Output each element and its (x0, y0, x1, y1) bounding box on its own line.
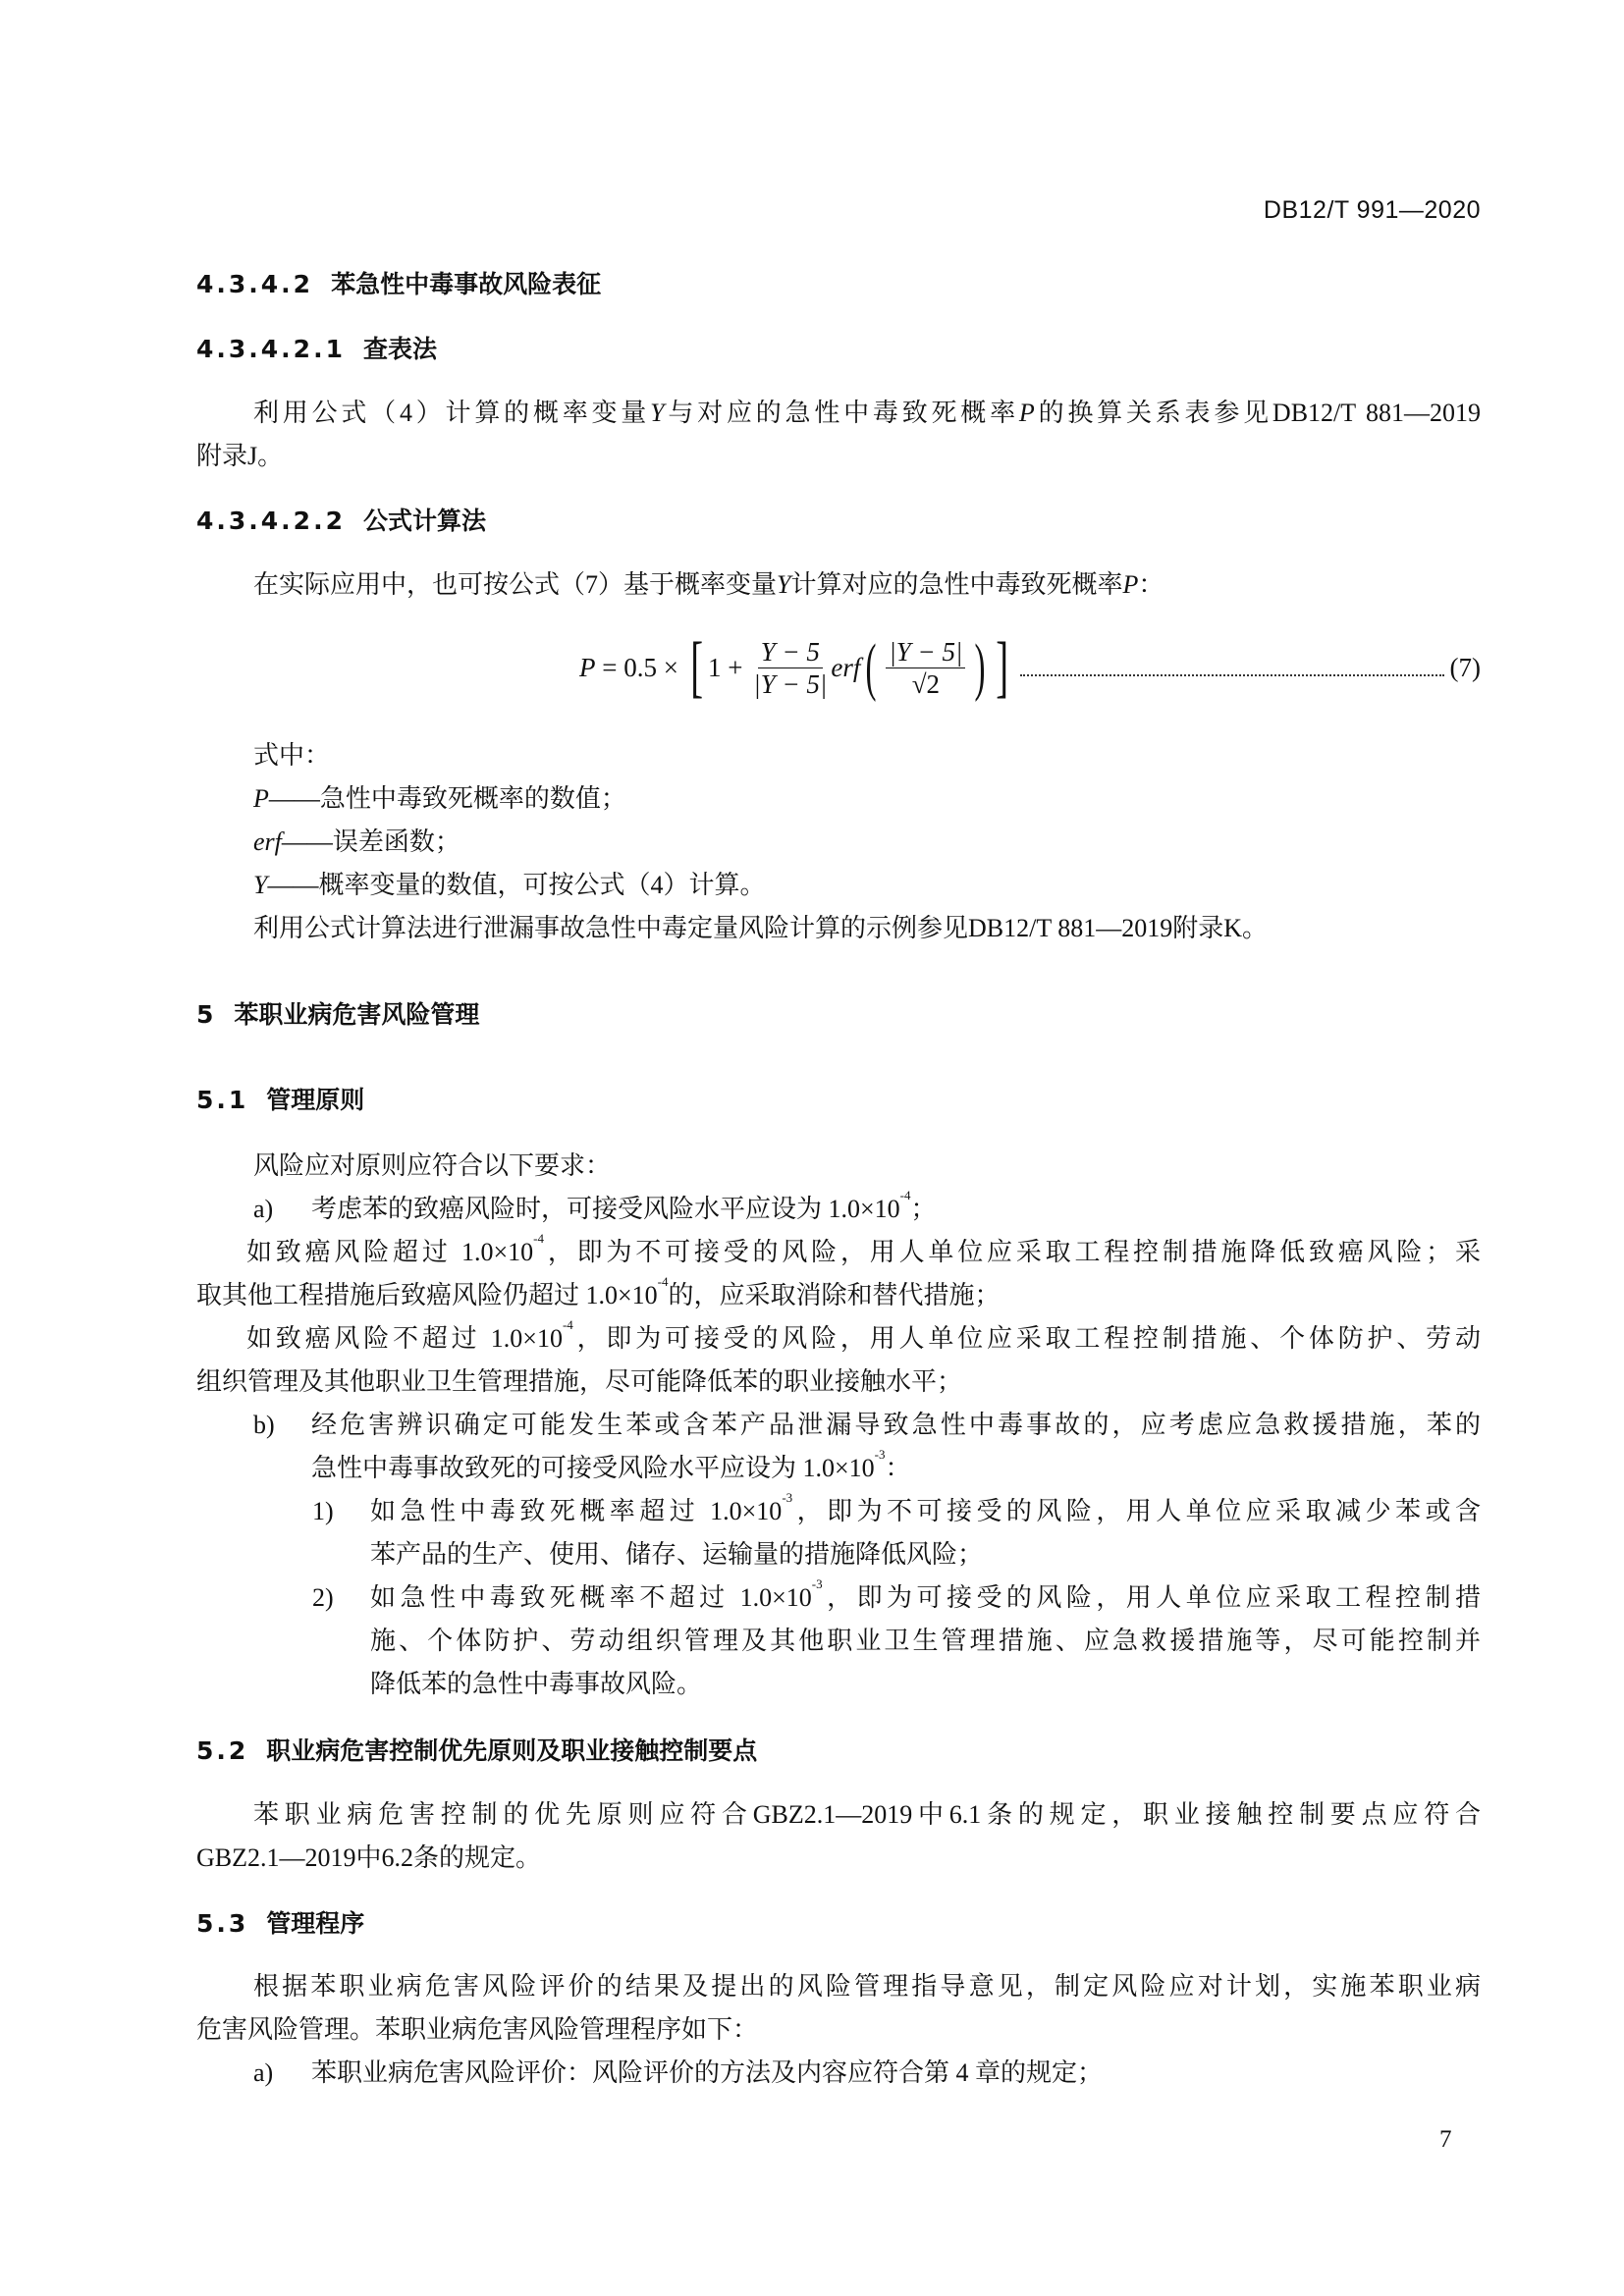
heading-5-2 (196, 1730, 1481, 1773)
definition-erf (196, 821, 1481, 864)
text: 考虑苯的致癌风险时，可接受风险水平应设为 1.0×10 (311, 1195, 900, 1223)
page-number: 7 (1439, 2126, 1452, 2153)
definition: ——概率变量的数值，可按公式（4）计算。 (267, 871, 766, 899)
page-content (196, 263, 1481, 2095)
paragraph-control-line1: 苯职业病危害控制的优先原则应符合GBZ2.1—2019中6.1条的规定，职业接触控制要点应符合 (253, 1800, 1481, 1829)
text: 的，应采取消除和替代措施； (668, 1281, 1001, 1309)
section-title: 苯职业病危害风险管理 (234, 1000, 480, 1029)
section-number: 4.3.4.2 (196, 270, 314, 298)
paragraph-lookup-line1 (196, 392, 1481, 435)
heading-4-3-4-2-1 (196, 328, 1481, 371)
text: 苯职业病危害风险评价：风险评价的方法及内容应符合第 4 章的规定； (311, 2058, 1104, 2087)
denominator: |Y − 5| (753, 668, 828, 699)
exponent: -3 (811, 1576, 823, 1591)
paragraph-example-ref: 利用公式计算法进行泄漏事故急性中毒定量风险计算的示例参见DB12/T 881—2019附录K。 (253, 914, 1269, 942)
exponent: -4 (533, 1231, 545, 1246)
text: 如急性中毒致死概率不超过 1.0×10 (370, 1583, 812, 1612)
fraction (886, 636, 965, 700)
list-item-b1-line1 (196, 1490, 1481, 1533)
list-item-b2-line1 (196, 1576, 1481, 1620)
text: 与对应的急性中毒致死概率 (664, 399, 1019, 427)
equation-body (579, 629, 1014, 705)
definition-p (196, 777, 1481, 821)
text: 在实际应用中，也可按公式（7）基于概率变量 (253, 570, 778, 599)
list-item-b-line1 (196, 1404, 1481, 1447)
exponent: -4 (657, 1274, 669, 1289)
variable: Y (650, 399, 665, 427)
text: 如致癌风险不超过 1.0×10 (246, 1324, 563, 1353)
heading-4-3-4-2 (196, 263, 1481, 306)
text: ： (1138, 570, 1164, 599)
list-item-procedure-a (196, 2052, 1481, 2095)
equation-op: = 0.5 × (595, 652, 685, 682)
text: ，即为不可接受的风险，用人单位应采取减少苯或含 (792, 1497, 1481, 1525)
text: 如急性中毒致死概率超过 1.0×10 (370, 1497, 783, 1525)
section-number: 4.3.4.2.2 (196, 507, 346, 535)
text: ，即为可接受的风险，用人单位应采取工程控制措 (822, 1583, 1481, 1612)
list-marker: 2) (312, 1583, 334, 1612)
numerator: |Y − 5| (886, 636, 965, 668)
numerator: Y − 5 (758, 636, 823, 668)
variable: Y (777, 570, 791, 599)
dot-leader (1020, 659, 1444, 676)
list-marker: b) (253, 1411, 275, 1439)
list-marker: 1) (312, 1497, 334, 1525)
list-item-b2-line2: 施、个体防护、劳动组织管理及其他职业卫生管理措施、应急救援措施等，尽可能控制并 (370, 1627, 1481, 1655)
symbol: P (253, 784, 269, 813)
heading-5-1 (196, 1079, 1481, 1122)
paragraph-cancer-exceed-line1 (196, 1231, 1481, 1274)
text: 急性中毒事故致死的可接受风险水平应设为 1.0×10 (311, 1454, 875, 1482)
exponent: -4 (899, 1188, 911, 1202)
text: ： (885, 1454, 911, 1482)
equation-term: 1 + (708, 652, 750, 682)
section-number: 4.3.4.2.1 (196, 335, 346, 363)
section-number: 5.1 (196, 1086, 249, 1114)
paragraph-principles-intro: 风险应对原则应符合以下要求： (253, 1151, 612, 1180)
paragraph-cancer-accept-line2: 组织管理及其他职业卫生管理措施，尽可能降低苯的职业接触水平； (196, 1367, 963, 1396)
exponent: -3 (782, 1490, 793, 1505)
definition-y (196, 864, 1481, 907)
list-marker: a) (253, 1195, 274, 1223)
paragraph-lookup-line2: 附录J。 (196, 442, 284, 470)
paragraph-procedure-line2: 危害风险管理。苯职业病危害风险管理程序如下： (196, 2015, 759, 2044)
denominator: √2 (911, 668, 941, 699)
text: 如致癌风险超过 1.0×10 (246, 1238, 534, 1266)
document-code-header: DB12/T 991—2020 (1263, 196, 1481, 224)
heading-5-3 (196, 1902, 1481, 1946)
equation-number: (7) (1449, 652, 1481, 682)
section-number: 5.3 (196, 1909, 249, 1938)
paragraph-cancer-exceed-line2 (196, 1274, 1481, 1317)
right-bracket: ] (996, 629, 1009, 705)
paragraph-cancer-accept-line1 (196, 1317, 1481, 1361)
fraction (753, 636, 827, 700)
section-title: 管理原则 (266, 1086, 365, 1114)
list-item-b1-line2: 苯产品的生产、使用、储存、运输量的措施降低风险； (370, 1540, 984, 1569)
definition: ——误差函数； (281, 828, 460, 856)
section-title: 公式计算法 (362, 507, 486, 535)
paragraph-procedure-line1: 根据苯职业病危害风险评价的结果及提出的风险管理指导意见，制定风险应对计划，实施苯职业病 (253, 1972, 1481, 2001)
symbol: Y (253, 871, 268, 899)
section-title: 管理程序 (266, 1909, 365, 1938)
list-item-b2-line3: 降低苯的急性中毒事故风险。 (370, 1670, 703, 1698)
heading-5 (196, 993, 1481, 1037)
left-paren: ( (865, 631, 877, 703)
paragraph-control-line2: GBZ2.1—2019中6.2条的规定。 (196, 1843, 542, 1872)
where-label: 式中： (253, 741, 331, 770)
paragraph-formula-intro (196, 563, 1481, 607)
definition: ——急性中毒致死概率的数值； (268, 784, 626, 813)
text: 的换算关系表参见DB12/T 881—2019 (1034, 399, 1481, 427)
text: 取其他工程措施后致癌风险仍超过 1.0×10 (196, 1281, 658, 1309)
section-title: 苯急性中毒事故风险表征 (331, 270, 602, 298)
text: ； (910, 1195, 937, 1223)
section-number: 5 (196, 1000, 217, 1029)
heading-4-3-4-2-2 (196, 500, 1481, 543)
variable: P (1122, 570, 1139, 599)
exponent: -3 (874, 1447, 886, 1462)
right-paren: ) (974, 631, 986, 703)
list-item-a (196, 1188, 1481, 1231)
text: 利用公式（4）计算的概率变量 (253, 399, 651, 427)
list-marker: a) (253, 2058, 274, 2087)
equation-7 (196, 626, 1481, 709)
text: ，即为不可接受的风险，用人单位应采取工程控制措施降低致癌风险；采 (544, 1238, 1481, 1266)
text: 计算对应的急性中毒致死概率 (790, 570, 1123, 599)
section-title: 职业病危害控制优先原则及职业接触控制要点 (266, 1736, 758, 1765)
section-title: 查表法 (362, 335, 437, 363)
exponent: -4 (562, 1317, 573, 1332)
text: 经危害辨识确定可能发生苯或含苯产品泄漏导致急性中毒事故的，应考虑应急救援措施，苯的 (311, 1411, 1481, 1439)
equation-lhs: P (579, 652, 596, 682)
section-number: 5.2 (196, 1736, 249, 1765)
symbol: erf (253, 828, 282, 856)
text: ，即为可接受的风险，用人单位应采取工程控制措施、个体防护、劳动 (572, 1324, 1481, 1353)
left-bracket: [ (689, 629, 703, 705)
list-item-b-line2 (196, 1447, 1481, 1490)
variable: P (1018, 399, 1035, 427)
erf-function: erf (831, 652, 861, 682)
